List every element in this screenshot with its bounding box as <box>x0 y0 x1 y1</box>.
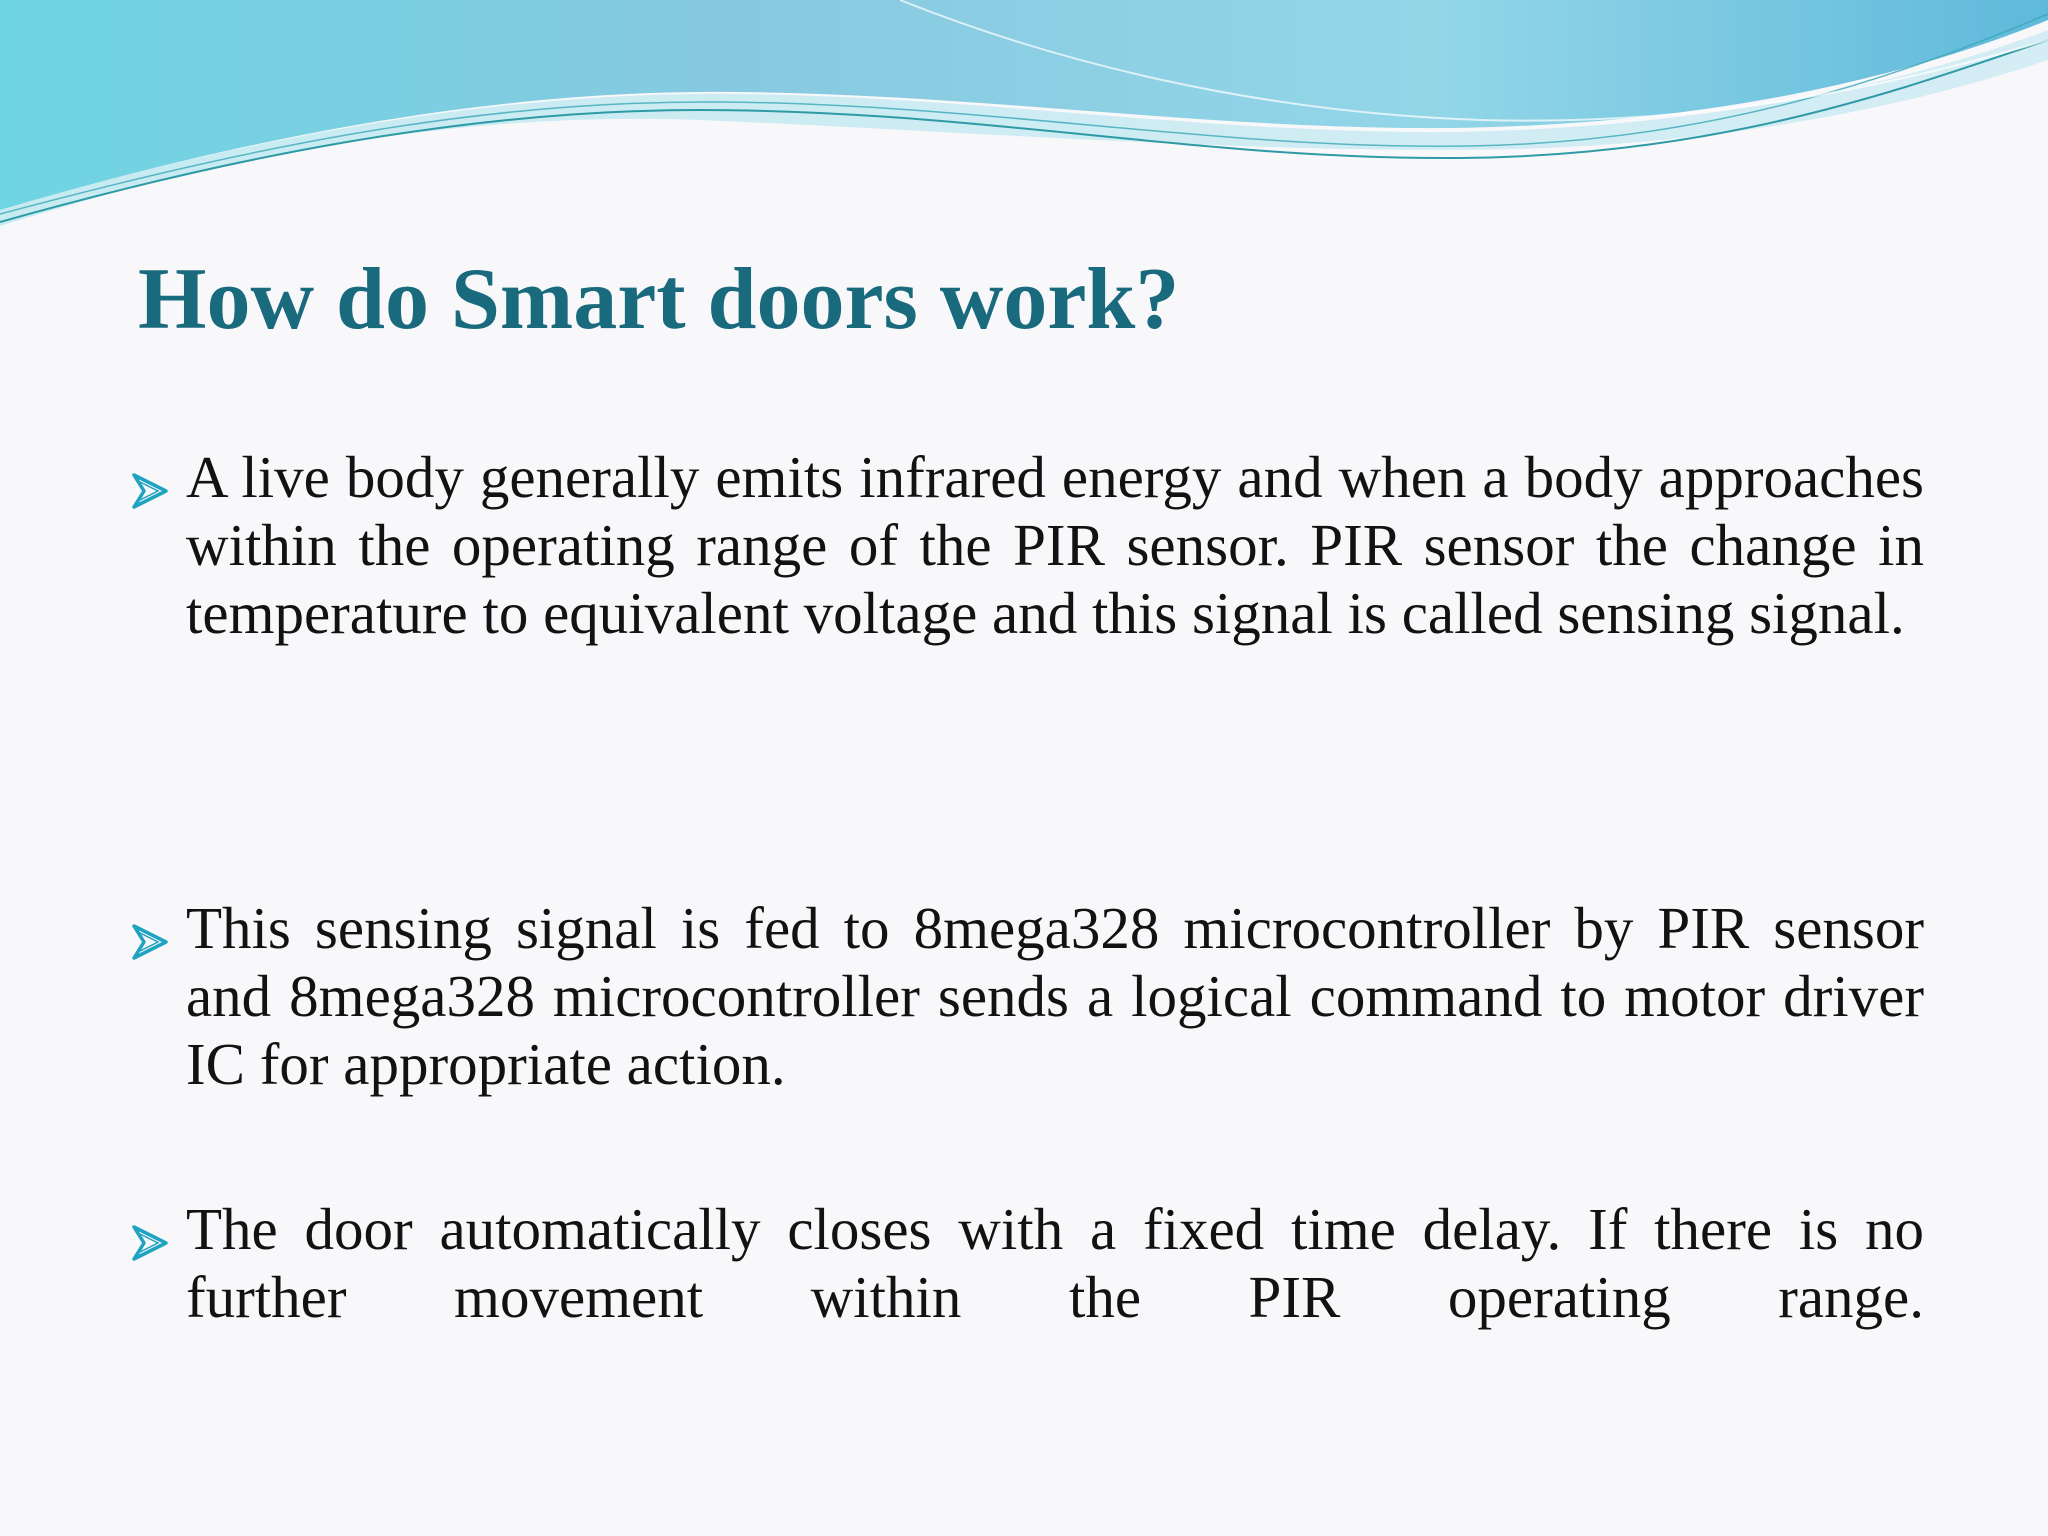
bullet-item <box>128 1195 1924 1331</box>
arrow-bullet-icon <box>128 443 186 521</box>
header-wave-decoration <box>0 0 2048 240</box>
bullet-item <box>128 443 1924 647</box>
slide-title: How do Smart doors work? <box>138 251 1180 348</box>
arrow-bullet-icon <box>128 1195 186 1273</box>
bullet-text: A live body generally emits infrared energy and when a body approaches within the operating range of the PIR sensor. PIR sensor the change in temperature to equivalent voltage and this signal is called sensing signal. <box>186 444 1924 646</box>
bullet-text: The door automatically closes with a fixed time delay. If there is no further movement within the PIR operating range. <box>186 1196 1924 1330</box>
bullet-text: This sensing signal is fed to 8mega328 microcontroller by PIR sensor and 8mega328 microcontroller sends a logical command to motor driver IC for appropriate action. <box>186 895 1924 1097</box>
bullet-item <box>128 894 1924 1098</box>
arrow-bullet-icon <box>128 894 186 972</box>
